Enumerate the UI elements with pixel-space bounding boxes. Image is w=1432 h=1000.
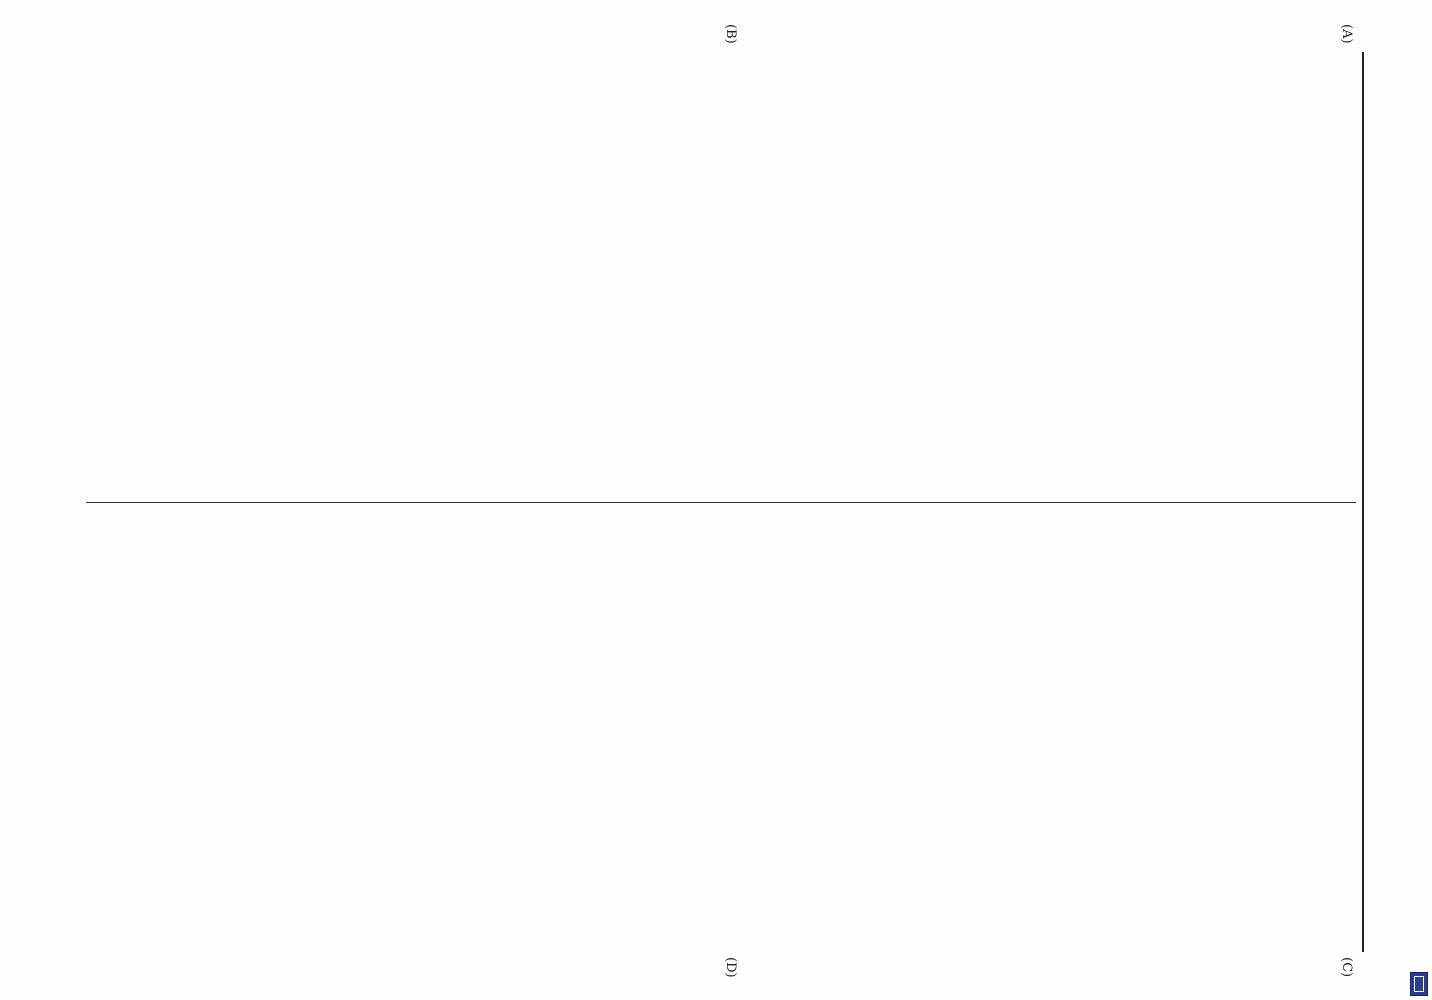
page-header xyxy=(1362,52,1390,952)
margin-marker-a: (A) xyxy=(1339,24,1354,44)
right-column-text xyxy=(86,522,1356,952)
margin-marker-b: (B) xyxy=(723,24,738,44)
margin-marker-c: (C) xyxy=(1339,957,1354,978)
rotated-page-content xyxy=(70,24,1390,978)
left-column-text xyxy=(86,52,1356,482)
dfg-logo-icon xyxy=(1410,972,1428,996)
margin-marker-d: (D) xyxy=(723,957,738,978)
column-divider xyxy=(86,502,1356,503)
